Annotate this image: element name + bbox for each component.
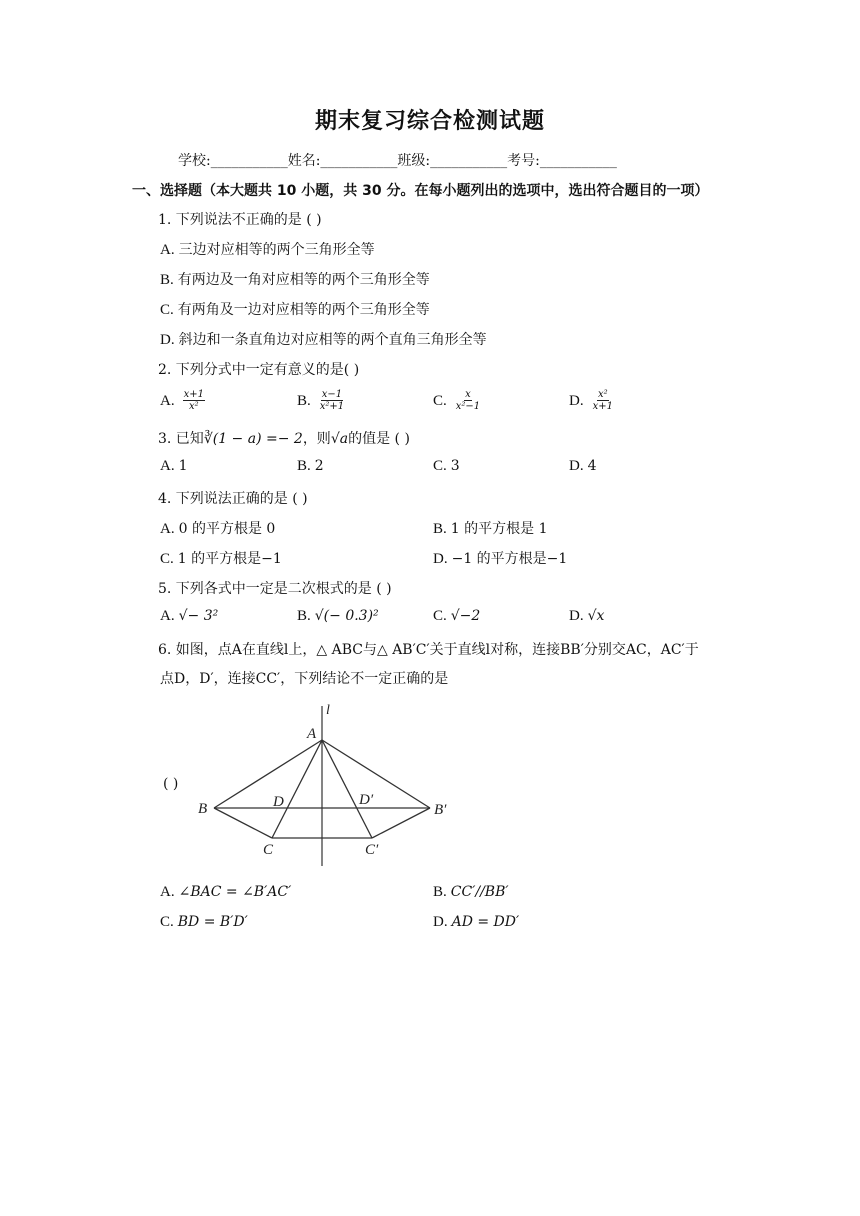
geometry-figure: [196, 700, 466, 870]
label-a: A: [307, 726, 317, 742]
q2-option-a[interactable]: A. $\frac{x+1}{\text{x²}}$: [160, 389, 204, 412]
q5-option-b[interactable]: B. √(− 0.3)²: [297, 608, 379, 624]
q6-option-a[interactable]: A. ∠BAC = ∠B′AC′: [160, 884, 292, 900]
student-info-line: 学校:___________姓名:___________班级:___________考号:___________: [178, 153, 617, 169]
page-title: 期末复习综合检测试题: [314, 109, 545, 134]
q3-stem: 3. 已知∛(1 − a) =− 2，则√a的值是 ( ): [158, 431, 410, 447]
q4-option-b[interactable]: B. 1 的平方根是 1: [433, 521, 548, 537]
segment-ac2: [322, 740, 372, 838]
fraction: $\frac{x}{\text{x²−1}}$: [455, 389, 481, 412]
q4-option-c[interactable]: C. 1 的平方根是−1: [160, 551, 282, 567]
q2-option-c[interactable]: C. $\frac{x}{\text{x²−1}}$: [433, 389, 481, 412]
label-d: D: [273, 794, 284, 810]
fraction: $\frac{x-1}{\text{x²+1}}$: [319, 389, 345, 412]
q2-stem: 2. 下列分式中一定有意义的是( ): [158, 362, 360, 378]
q4-stem: 4. 下列说法正确的是 ( ): [158, 491, 308, 507]
q4-option-a[interactable]: A. 0 的平方根是 0: [160, 521, 276, 537]
q6-option-c[interactable]: C. BD = B′D′: [160, 914, 248, 930]
q3-option-a[interactable]: A. 1: [160, 458, 188, 474]
q1-option-a[interactable]: A. 三边对应相等的两个三角形全等: [160, 242, 375, 258]
label-c: C: [263, 842, 274, 858]
fraction: $\frac{x+1}{\text{x²}}$: [183, 389, 204, 412]
label-c2: C′: [365, 842, 379, 858]
q4-option-d[interactable]: D. −1 的平方根是−1: [433, 551, 568, 567]
q5-option-d[interactable]: D. √x: [569, 608, 605, 624]
q2-option-b[interactable]: B. $\frac{x-1}{\text{x²+1}}$: [297, 389, 345, 412]
q1-option-c[interactable]: C. 有两角及一边对应相等的两个三角形全等: [160, 302, 430, 318]
label-b2: B′: [434, 802, 447, 818]
q2-option-d[interactable]: D. $\frac{\text{x²}}{x+1}$: [569, 389, 613, 412]
q6-option-d[interactable]: D. AD = DD′: [433, 914, 520, 930]
segment-bc: [214, 808, 272, 838]
q5-option-c[interactable]: C. √−2: [433, 608, 481, 624]
q1-option-d[interactable]: D. 斜边和一条直角边对应相等的两个直角三角形全等: [160, 332, 487, 348]
section-title: 一、选择题（本大题共 10 小题，共 30 分。在每小题列出的选项中，选出符合题目的一项）: [132, 183, 709, 199]
label-b: B: [198, 801, 208, 817]
q6-answer-paren: ( ): [163, 776, 179, 792]
segment-ac: [272, 740, 322, 838]
segment-ab: [214, 740, 322, 808]
q5-stem: 5. 下列各式中一定是二次根式的是 ( ): [158, 581, 392, 597]
segment-ab2: [322, 740, 430, 808]
segment-b2c2: [372, 808, 430, 838]
q3-option-d[interactable]: D. 4: [569, 458, 597, 474]
fraction: $\frac{\text{x²}}{x+1}$: [592, 389, 613, 412]
q1-option-b[interactable]: B. 有两边及一角对应相等的两个三角形全等: [160, 272, 430, 288]
q3-option-b[interactable]: B. 2: [297, 458, 324, 474]
q1-stem: 1. 下列说法不正确的是 ( ): [158, 212, 322, 228]
q6-stem-line1: 6. 如图，点A在直线l上，△ ABC与△ AB′C′关于直线l对称，连接BB′分别交AC，AC′于: [158, 642, 699, 658]
q3-option-c[interactable]: C. 3: [433, 458, 460, 474]
label-l: l: [326, 703, 330, 718]
q6-option-b[interactable]: B. CC′//BB′: [433, 884, 509, 900]
q6-stem-line2: 点D，D′，连接CC′，下列结论不一定正确的是: [160, 671, 449, 687]
q5-option-a[interactable]: A. √− 3²: [160, 608, 219, 624]
label-d2: D′: [359, 792, 374, 808]
